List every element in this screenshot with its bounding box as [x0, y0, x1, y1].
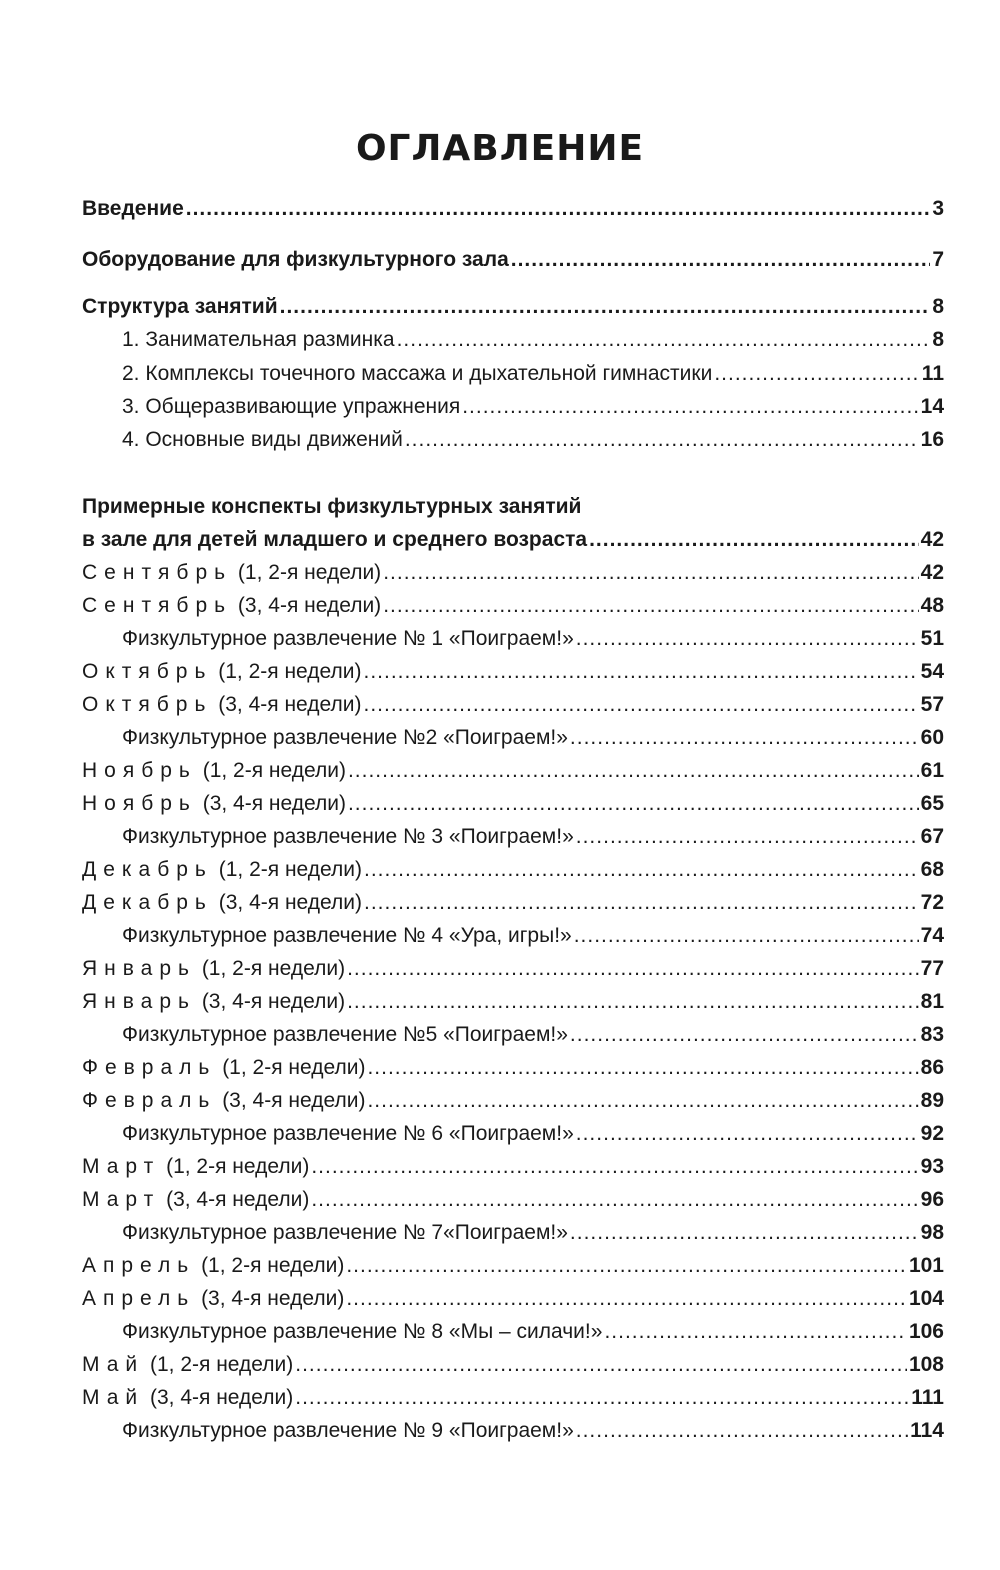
page-number: 96 — [920, 1188, 944, 1211]
page-number: 93 — [920, 1155, 944, 1178]
dot-leader — [367, 1089, 918, 1113]
page-number: 3 — [932, 197, 944, 220]
toc-section-entry[interactable] — [82, 528, 944, 558]
page-number: 8 — [932, 295, 944, 318]
page-number: 42 — [920, 561, 944, 584]
dot-leader — [347, 957, 919, 981]
dot-leader — [367, 1056, 918, 1080]
dot-leader — [589, 528, 919, 552]
dot-leader — [576, 1122, 919, 1146]
toc-subentry[interactable] — [82, 362, 944, 392]
entry-label: в зале для детей младшего и среднего возраста — [82, 528, 588, 551]
dot-leader — [511, 248, 931, 272]
week-range: (3, 4-я недели) — [144, 1386, 294, 1409]
dot-leader — [295, 1353, 907, 1377]
entry-label: 4. Основные виды движений — [122, 428, 403, 451]
entry-label: Физкультурное развлечение №5 «Поиграем!» — [122, 1023, 568, 1046]
toc-subentry[interactable] — [82, 395, 944, 425]
toc-month-entry[interactable] — [82, 1056, 944, 1086]
toc-event-entry[interactable] — [82, 825, 944, 855]
dot-leader — [364, 693, 919, 717]
entry-label: Физкультурное развлечение № 4 «Ура, игры!» — [122, 924, 572, 947]
toc-month-entry[interactable] — [82, 1353, 944, 1383]
entry-label: Введение — [82, 197, 184, 220]
week-range: (1, 2-я недели) — [212, 660, 362, 683]
week-range: (3, 4-я недели) — [212, 693, 362, 716]
entry-label: Физкультурное развлечение № 7«Поиграем!» — [122, 1221, 568, 1244]
page-number: 108 — [908, 1353, 944, 1376]
page-number: 77 — [920, 957, 944, 980]
page-number: 54 — [920, 660, 944, 683]
toc-entry[interactable] — [82, 248, 944, 278]
dot-leader — [570, 726, 919, 750]
month-name: Май — [82, 1386, 145, 1409]
month-name: Апрель — [82, 1287, 196, 1310]
toc-event-entry[interactable] — [82, 1419, 944, 1449]
month-name: Февраль — [82, 1056, 217, 1079]
page-number: 89 — [920, 1089, 944, 1112]
month-name: Ноябрь — [82, 792, 197, 815]
toc-event-entry[interactable] — [82, 924, 944, 954]
dot-leader — [714, 362, 919, 386]
page-number: 68 — [920, 858, 944, 881]
page-number: 67 — [920, 825, 944, 848]
toc-month-entry[interactable] — [82, 1386, 944, 1416]
week-range: (3, 4-я недели) — [216, 1089, 366, 1112]
page-number: 48 — [920, 594, 944, 617]
toc-month-entry[interactable] — [82, 660, 944, 690]
dot-leader — [570, 1023, 919, 1047]
week-range: (3, 4-я недели) — [232, 594, 382, 617]
month-name: Февраль — [82, 1089, 217, 1112]
dot-leader — [311, 1155, 918, 1179]
month-name: Январь — [82, 957, 196, 980]
page-number: 8 — [932, 328, 944, 351]
dot-leader — [383, 561, 918, 585]
week-range: (3, 4-я недели) — [160, 1188, 310, 1211]
page-number: 51 — [920, 627, 944, 650]
month-name: Январь — [82, 990, 196, 1013]
toc-month-entry[interactable] — [82, 1089, 944, 1119]
page-number: 98 — [920, 1221, 944, 1244]
page-number: 114 — [910, 1419, 944, 1442]
dot-leader — [295, 1386, 909, 1410]
toc-month-entry[interactable] — [82, 858, 944, 888]
entry-label: Физкультурное развлечение № 8 «Мы – силачи!» — [122, 1320, 603, 1343]
dot-leader — [311, 1188, 918, 1212]
toc-month-entry[interactable] — [82, 561, 944, 591]
page-number: 42 — [920, 528, 944, 551]
dot-leader — [397, 328, 931, 352]
page-number: 14 — [920, 395, 944, 418]
week-range: (1, 2-я недели) — [195, 957, 346, 980]
toc-event-entry[interactable] — [82, 1023, 944, 1053]
page-number: 83 — [920, 1023, 944, 1046]
toc-month-entry[interactable] — [82, 957, 944, 987]
dot-leader — [570, 1221, 919, 1245]
toc-month-entry[interactable] — [82, 1287, 944, 1317]
month-name: Октябрь — [82, 660, 213, 683]
week-range: (1, 2-я недели) — [195, 1254, 345, 1277]
dot-leader — [346, 1254, 907, 1278]
toc-event-entry[interactable] — [82, 1122, 944, 1152]
page-number: 106 — [908, 1320, 944, 1343]
toc-subentry[interactable] — [82, 428, 944, 458]
week-range: (1, 2-я недели) — [196, 759, 346, 782]
entry-label: Структура занятий — [82, 295, 278, 318]
entry-label: 1. Занимательная разминка — [122, 328, 395, 351]
page-number: 104 — [908, 1287, 944, 1310]
page-number: 111 — [911, 1386, 944, 1409]
toc-month-entry[interactable] — [82, 759, 944, 789]
entry-label: Физкультурное развлечение № 3 «Поиграем!» — [122, 825, 574, 848]
page-number: 57 — [920, 693, 944, 716]
page-number: 81 — [920, 990, 944, 1013]
dot-leader — [576, 1419, 908, 1443]
month-name: Март — [82, 1188, 161, 1211]
month-name: Март — [82, 1155, 161, 1178]
month-name: Октябрь — [82, 693, 213, 716]
week-range: (1, 2-я недели) — [144, 1353, 294, 1376]
entry-label: Физкультурное развлечение № 1 «Поиграем!» — [122, 627, 574, 650]
page-number: 65 — [920, 792, 944, 815]
month-name: Сентябрь — [82, 594, 233, 617]
dot-leader — [346, 1287, 907, 1311]
dot-leader — [364, 891, 919, 915]
dot-leader — [462, 395, 918, 419]
page-number: 11 — [921, 362, 944, 385]
toc-event-entry[interactable] — [82, 627, 944, 657]
entry-label: 2. Комплексы точечного массажа и дыхательной гимнастики — [122, 362, 713, 385]
dot-leader — [405, 428, 919, 452]
toc-event-entry[interactable] — [82, 1221, 944, 1251]
dot-leader — [574, 924, 919, 948]
entry-label: 3. Общеразвивающие упражнения — [122, 395, 461, 418]
page-number: 72 — [920, 891, 944, 914]
page-number: 86 — [920, 1056, 944, 1079]
toc-event-entry[interactable] — [82, 726, 944, 756]
toc-subentry[interactable] — [82, 328, 944, 358]
month-name: Сентябрь — [82, 561, 233, 584]
week-range: (1, 2-я недели) — [216, 1056, 366, 1079]
entry-label: Физкультурное развлечение № 9 «Поиграем!» — [122, 1419, 574, 1442]
toc-month-entry[interactable] — [82, 891, 944, 921]
toc-month-entry[interactable] — [82, 594, 944, 624]
toc-entry[interactable] — [82, 295, 944, 325]
page-number: 61 — [920, 759, 944, 782]
toc-month-entry[interactable] — [82, 1155, 944, 1185]
week-range: (3, 4-я недели) — [212, 891, 362, 914]
page-number: 60 — [920, 726, 944, 749]
toc-event-entry[interactable] — [82, 1320, 944, 1350]
section-heading-line1: Примерные конспекты физкультурных занятий — [82, 495, 582, 518]
dot-leader — [576, 627, 919, 651]
toc-month-entry[interactable] — [82, 1254, 944, 1284]
dot-leader — [364, 858, 919, 882]
page-number: 7 — [932, 248, 944, 271]
page-title: ОГЛАВЛЕНИЕ — [355, 128, 645, 169]
page-number: 101 — [908, 1254, 944, 1277]
page-number: 16 — [920, 428, 944, 451]
entry-label: Физкультурное развлечение № 6 «Поиграем!» — [122, 1122, 574, 1145]
week-range: (1, 2-я недели) — [232, 561, 382, 584]
month-name: Ноябрь — [82, 759, 197, 782]
toc-month-entry[interactable] — [82, 693, 944, 723]
week-range: (1, 2-я недели) — [212, 858, 362, 881]
toc-month-entry[interactable] — [82, 792, 944, 822]
week-range: (3, 4-я недели) — [195, 1287, 345, 1310]
page-number: 92 — [920, 1122, 944, 1145]
dot-leader — [347, 990, 919, 1014]
dot-leader — [348, 759, 919, 783]
week-range: (3, 4-я недели) — [195, 990, 346, 1013]
dot-leader — [364, 660, 919, 684]
toc-entry[interactable] — [82, 197, 944, 227]
dot-leader — [280, 295, 931, 319]
dot-leader — [604, 1320, 907, 1344]
entry-label: Оборудование для физкультурного зала — [82, 248, 509, 271]
week-range: (1, 2-я недели) — [160, 1155, 310, 1178]
dot-leader — [186, 197, 931, 221]
month-name: Декабрь — [82, 858, 213, 881]
week-range: (3, 4-я недели) — [196, 792, 346, 815]
page-number: 74 — [920, 924, 944, 947]
dot-leader — [348, 792, 919, 816]
entry-label: Физкультурное развлечение №2 «Поиграем!» — [122, 726, 568, 749]
month-name: Апрель — [82, 1254, 196, 1277]
dot-leader — [383, 594, 918, 618]
toc-month-entry[interactable] — [82, 1188, 944, 1218]
month-name: Декабрь — [82, 891, 213, 914]
month-name: Май — [82, 1353, 145, 1376]
toc-month-entry[interactable] — [82, 990, 944, 1020]
dot-leader — [576, 825, 919, 849]
